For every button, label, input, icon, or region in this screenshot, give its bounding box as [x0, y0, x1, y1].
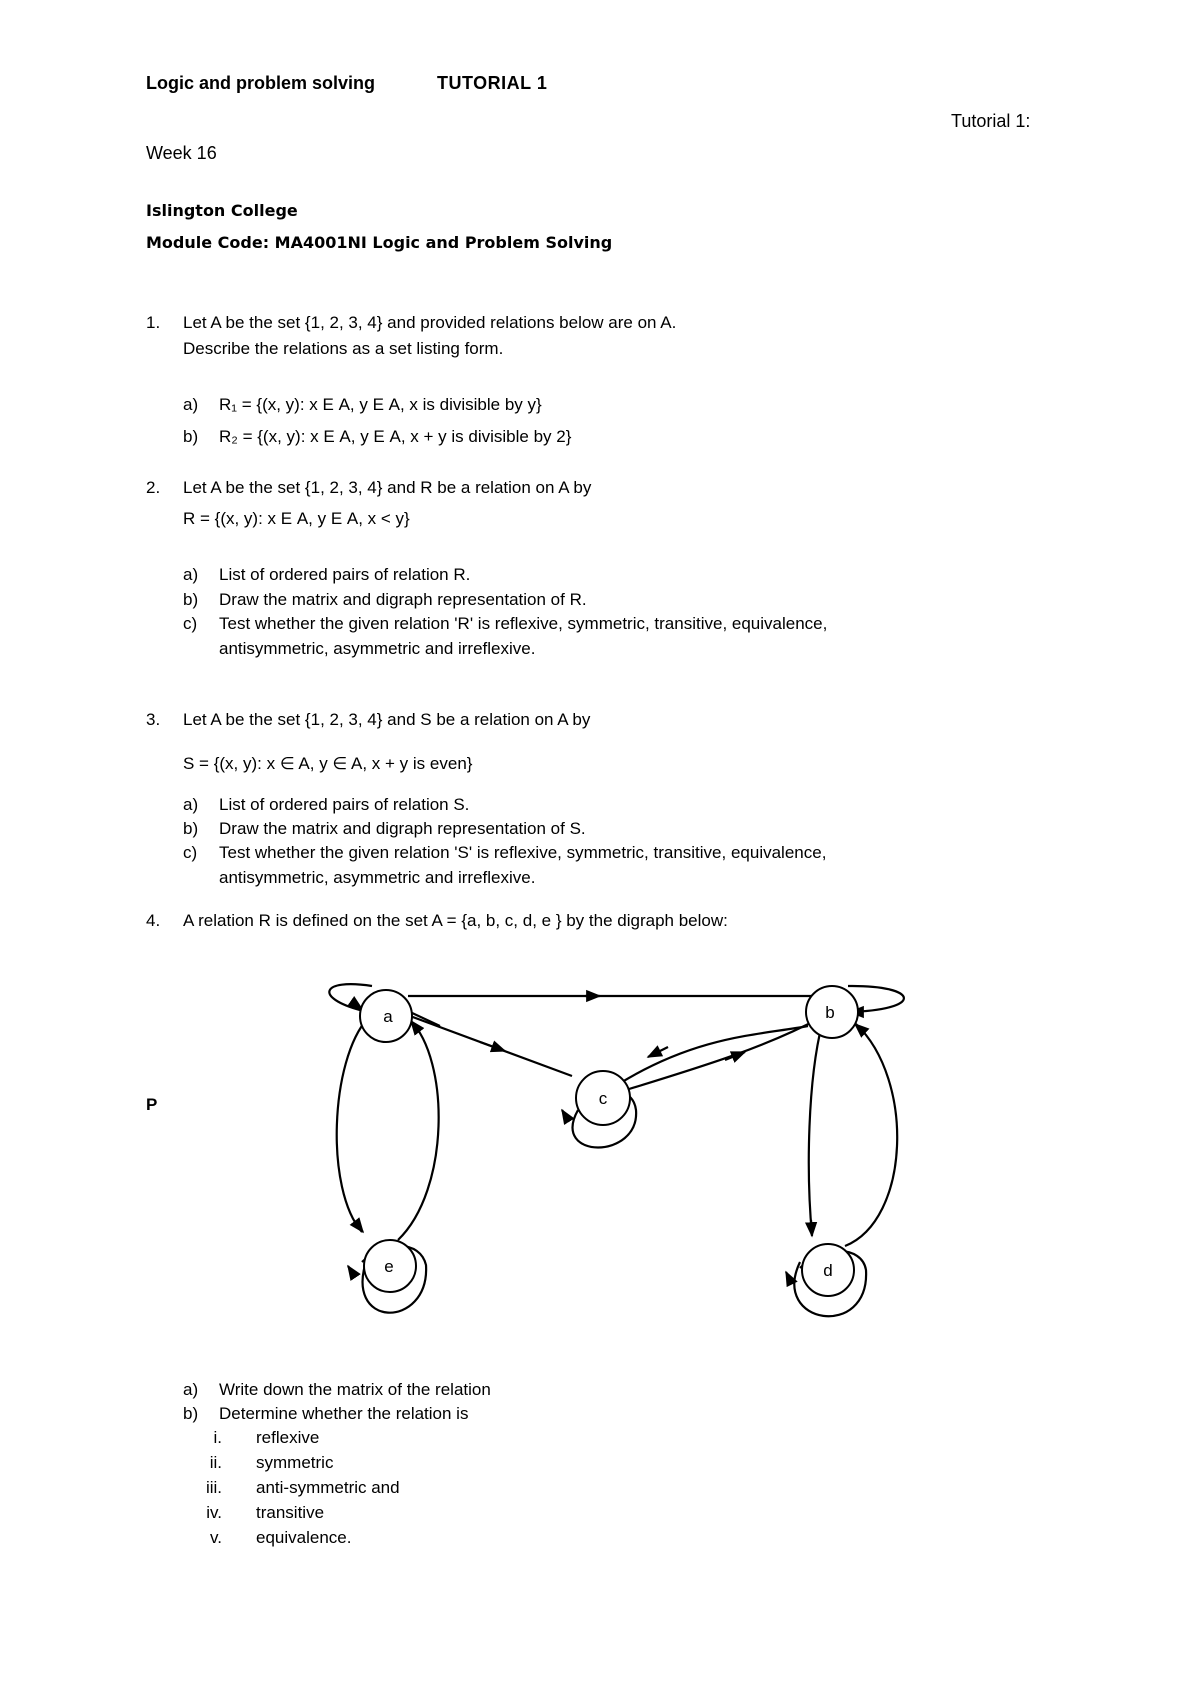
- edge-d-b: [845, 1024, 897, 1246]
- q4-item-text: reflexive: [256, 1428, 320, 1447]
- tutorial-title: TUTORIAL 1: [437, 73, 548, 93]
- q2-a-label: a): [183, 565, 199, 584]
- q3-b-label: b): [183, 819, 199, 838]
- node-label-c: c: [598, 1089, 608, 1108]
- node-label-b: b: [825, 1003, 835, 1022]
- node-label-e: e: [384, 1257, 394, 1276]
- course-title: Logic and problem solving: [146, 73, 376, 93]
- q1-line1: Let A be the set {1, 2, 3, 4} and provided relations below are on A.: [183, 313, 677, 332]
- q1-number: 1.: [146, 313, 161, 332]
- q1-line2: Describe the relations as a set listing form.: [183, 339, 504, 358]
- week-label: Week 16: [146, 143, 217, 163]
- q1-a-label: a): [183, 395, 199, 414]
- q1-a-text: R₁ = {(x, y): x Ε A, y Ε A, x is divisible by y}: [219, 395, 542, 414]
- q3-a-label: a): [183, 795, 199, 814]
- q4-line1: A relation R is defined on the set A = {a, b, c, d, e } by the digraph below:: [183, 911, 728, 930]
- q4-item-num: v.: [210, 1528, 222, 1547]
- q4-a-text: Write down the matrix of the relation: [219, 1380, 491, 1399]
- q3-a-text: List of ordered pairs of relation S.: [219, 795, 470, 814]
- q2-c-text: Test whether the given relation 'R' is reflexive, symmetric, transitive, equivalence,: [219, 614, 828, 633]
- q1-b-label: b): [183, 427, 199, 446]
- q4-item-text: transitive: [256, 1503, 325, 1522]
- node-label-a: a: [383, 1007, 393, 1026]
- q4-a-label: a): [183, 1380, 199, 1399]
- q4-item-text: equivalence.: [256, 1528, 352, 1547]
- q3-b-text: Draw the matrix and digraph representation of S.: [219, 819, 586, 838]
- q3-number: 3.: [146, 710, 161, 729]
- q4-item-num: ii.: [209, 1453, 222, 1472]
- tutorial-right-label: Tutorial 1:: [951, 111, 1031, 131]
- q2-c-label: c): [183, 614, 198, 633]
- q2-b-label: b): [183, 590, 199, 609]
- q4-number: 4.: [146, 911, 161, 930]
- q2-line2: R = {(x, y): x Ε A, y Ε A, x < y}: [183, 509, 410, 528]
- q4-item-num: i.: [213, 1428, 222, 1447]
- q3-c-text: Test whether the given relation 'S' is reflexive, symmetric, transitive, equivalence,: [219, 843, 827, 862]
- q4-b-label: b): [183, 1404, 199, 1423]
- q3-line2: S = {(x, y): x ∈ A, y ∈ A, x + y is even}: [183, 754, 473, 773]
- edge-b-d: [809, 1024, 822, 1235]
- node-label-d: d: [823, 1261, 833, 1280]
- q3-c-text2: antisymmetric, asymmetric and irreflexive.: [219, 868, 536, 887]
- college-name: Islington College: [146, 201, 298, 220]
- edge-e-a: [398, 1020, 439, 1240]
- q4-item-num: iii.: [205, 1478, 222, 1497]
- q2-c-text2: antisymmetric, asymmetric and irreflexive.: [219, 639, 536, 658]
- q2-b-text: Draw the matrix and digraph representation of R.: [219, 590, 587, 609]
- q4-item-num: iv.: [206, 1503, 222, 1522]
- q4-item-text: anti-symmetric and: [256, 1478, 400, 1497]
- q3-line1: Let A be the set {1, 2, 3, 4} and S be a relation on A by: [183, 710, 591, 729]
- edge-a-e: [337, 1018, 368, 1232]
- q3-c-label: c): [183, 843, 198, 862]
- q2-number: 2.: [146, 478, 161, 497]
- q4-side-label: P: [146, 1095, 158, 1114]
- q2-a-text: List of ordered pairs of relation R.: [219, 565, 471, 584]
- q4-b-text: Determine whether the relation is: [219, 1404, 469, 1423]
- q1-b-text: R₂ = {(x, y): x Ε A, y Ε A, x + y is divisible by 2}: [219, 427, 572, 446]
- edge-b-c: [622, 1026, 808, 1082]
- module-code: Module Code: MA4001NI Logic and Problem Solving: [146, 233, 613, 252]
- q4-item-text: symmetric: [256, 1453, 334, 1472]
- q2-line1: Let A be the set {1, 2, 3, 4} and R be a relation on A by: [183, 478, 592, 497]
